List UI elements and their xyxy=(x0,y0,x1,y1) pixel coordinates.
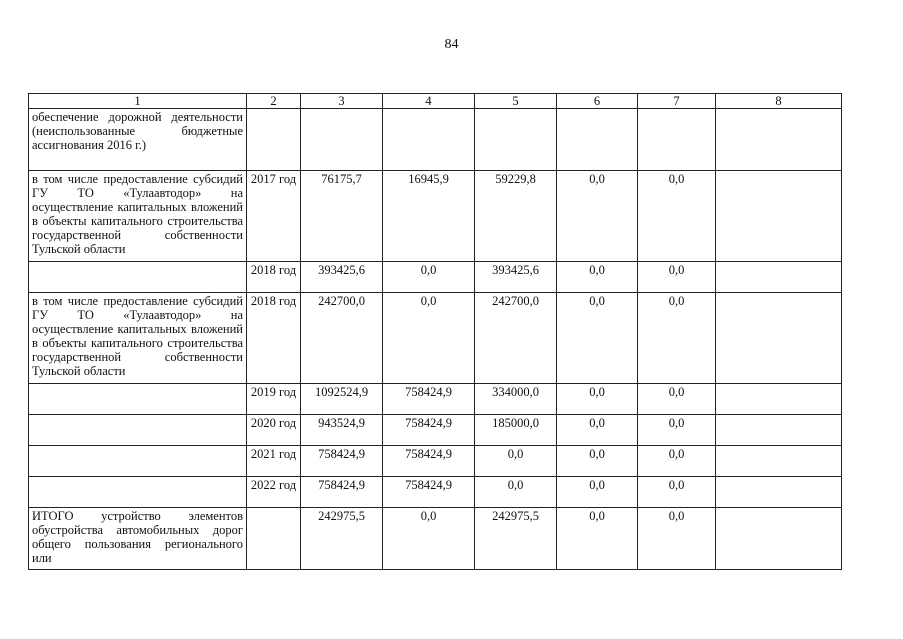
table-row xyxy=(29,415,842,446)
cell-col-3: 758424,9 xyxy=(301,446,383,477)
column-header: 6 xyxy=(557,94,638,109)
cell-col-6: 0,0 xyxy=(557,415,638,446)
table-row xyxy=(29,293,842,384)
cell-col-8 xyxy=(716,477,842,508)
cell-col-4: 0,0 xyxy=(383,262,475,293)
cell-col-3: 758424,9 xyxy=(301,477,383,508)
row-year: 2017 год xyxy=(247,171,301,262)
row-description xyxy=(29,262,247,293)
cell-col-4: 758424,9 xyxy=(383,415,475,446)
cell-col-6: 0,0 xyxy=(557,171,638,262)
cell-col-8 xyxy=(716,262,842,293)
row-year: 2021 год xyxy=(247,446,301,477)
cell-col-5: 185000,0 xyxy=(475,415,557,446)
header-row xyxy=(29,94,842,109)
column-header: 1 xyxy=(29,94,247,109)
cell-col-7: 0,0 xyxy=(638,293,716,384)
cell-col-7: 0,0 xyxy=(638,508,716,570)
cell-col-5 xyxy=(475,109,557,171)
cell-col-7: 0,0 xyxy=(638,477,716,508)
cell-col-3: 943524,9 xyxy=(301,415,383,446)
column-header: 5 xyxy=(475,94,557,109)
row-description xyxy=(29,384,247,415)
table-row xyxy=(29,508,842,570)
cell-col-5: 0,0 xyxy=(475,446,557,477)
row-description xyxy=(29,477,247,508)
cell-col-3 xyxy=(301,109,383,171)
cell-col-8 xyxy=(716,109,842,171)
table-row xyxy=(29,446,842,477)
row-description: обеспечение дорожной деятельности (неиспользованные бюджетные ассигнования 2016 г.) xyxy=(29,109,247,171)
cell-col-4: 16945,9 xyxy=(383,171,475,262)
table-row xyxy=(29,171,842,262)
cell-col-8 xyxy=(716,384,842,415)
cell-col-8 xyxy=(716,415,842,446)
cell-col-5: 59229,8 xyxy=(475,171,557,262)
cell-col-6: 0,0 xyxy=(557,262,638,293)
cell-col-5: 242975,5 xyxy=(475,508,557,570)
cell-col-7 xyxy=(638,109,716,171)
table-row xyxy=(29,262,842,293)
row-year xyxy=(247,508,301,570)
column-header: 3 xyxy=(301,94,383,109)
table-body xyxy=(29,109,842,570)
cell-col-6: 0,0 xyxy=(557,477,638,508)
row-year: 2019 год xyxy=(247,384,301,415)
cell-col-3: 1092524,9 xyxy=(301,384,383,415)
cell-col-6: 0,0 xyxy=(557,446,638,477)
row-description xyxy=(29,446,247,477)
cell-col-5: 334000,0 xyxy=(475,384,557,415)
cell-col-3: 393425,6 xyxy=(301,262,383,293)
cell-col-3: 242700,0 xyxy=(301,293,383,384)
cell-col-6 xyxy=(557,109,638,171)
row-year: 2018 год xyxy=(247,293,301,384)
table-row xyxy=(29,384,842,415)
cell-col-4: 758424,9 xyxy=(383,446,475,477)
cell-col-3: 76175,7 xyxy=(301,171,383,262)
budget-table xyxy=(28,93,842,570)
column-header: 8 xyxy=(716,94,842,109)
table-row xyxy=(29,109,842,171)
cell-col-6: 0,0 xyxy=(557,384,638,415)
cell-col-3: 242975,5 xyxy=(301,508,383,570)
cell-col-6: 0,0 xyxy=(557,293,638,384)
cell-col-5: 242700,0 xyxy=(475,293,557,384)
row-description xyxy=(29,415,247,446)
cell-col-4: 0,0 xyxy=(383,508,475,570)
cell-col-4: 758424,9 xyxy=(383,384,475,415)
cell-col-7: 0,0 xyxy=(638,415,716,446)
row-year xyxy=(247,109,301,171)
row-description: ИТОГО устройство элементов обустройства автомобильных дорог общего пользования регионального или xyxy=(29,508,247,570)
cell-col-4: 0,0 xyxy=(383,293,475,384)
cell-col-8 xyxy=(716,293,842,384)
cell-col-7: 0,0 xyxy=(638,446,716,477)
cell-col-7: 0,0 xyxy=(638,262,716,293)
cell-col-6: 0,0 xyxy=(557,508,638,570)
row-year: 2018 год xyxy=(247,262,301,293)
column-header: 2 xyxy=(247,94,301,109)
cell-col-5: 393425,6 xyxy=(475,262,557,293)
row-year: 2022 год xyxy=(247,477,301,508)
table-row xyxy=(29,477,842,508)
row-year: 2020 год xyxy=(247,415,301,446)
page-number: 84 xyxy=(444,37,459,52)
row-description: в том числе предоставление субсидий ГУ ТО «Тулаавтодор» на осуществление капитальных вложений в объекты капитального строительства государственной собственности Тульской области xyxy=(29,293,247,384)
cell-col-8 xyxy=(716,508,842,570)
cell-col-8 xyxy=(716,446,842,477)
cell-col-4 xyxy=(383,109,475,171)
column-header: 4 xyxy=(383,94,475,109)
cell-col-8 xyxy=(716,171,842,262)
cell-col-5: 0,0 xyxy=(475,477,557,508)
row-description: в том числе предоставление субсидий ГУ ТО «Тулаавтодор» на осуществление капитальных вложений в объекты капитального строительства государственной собственности Тульской области xyxy=(29,171,247,262)
column-header: 7 xyxy=(638,94,716,109)
cell-col-7: 0,0 xyxy=(638,171,716,262)
cell-col-4: 758424,9 xyxy=(383,477,475,508)
cell-col-7: 0,0 xyxy=(638,384,716,415)
